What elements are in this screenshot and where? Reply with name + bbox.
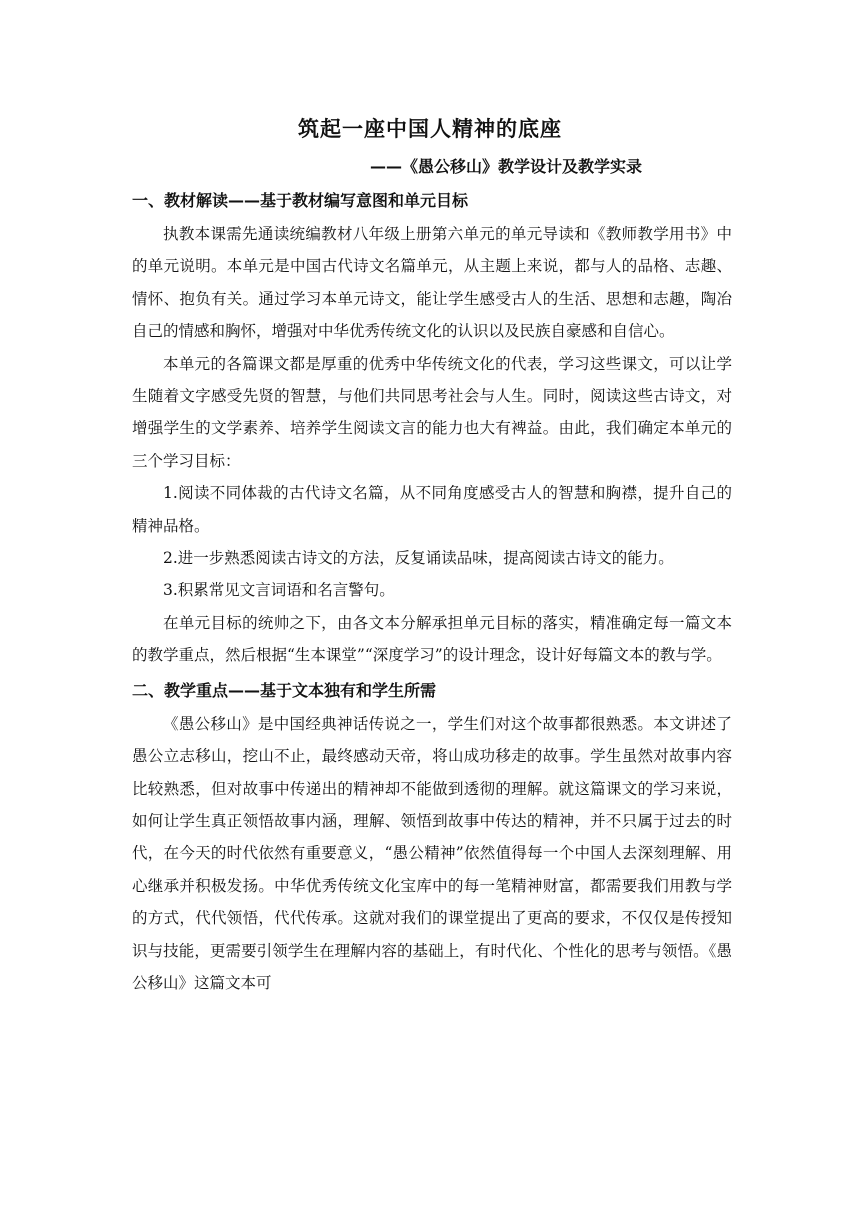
- document-title: 筑起一座中国人精神的底座: [298, 117, 562, 141]
- document-subtitle: ——《愚公移山》教学设计及教学实录: [370, 157, 643, 176]
- paragraph: 本单元的各篇课文都是厚重的优秀中华传统文化的代表，学习这些课文，可以让学生随着文字感受先贤的智慧，与他们共同思考社会与人生。同时，阅读这些古诗文，对增强学生的文学素养、培养学生阅读文言的能力也大有裨益。由此，我们确定本单元的三个学习目标：: [132, 354, 732, 470]
- paragraph: 在单元目标的统帅之下，由各文本分解承担单元目标的落实，精准确定每一篇文本的教学重点，然后根据“生本课堂”“深度学习”的设计理念，设计好每篇文本的教与学。: [132, 613, 732, 665]
- document-body: [132, 188, 732, 999]
- goal-item-3: 3.积累常见文言词语和名言警句。: [163, 581, 395, 600]
- paragraph: 《愚公移山》是中国经典神话传说之一，学生们对这个故事都很熟悉。本文讲述了愚公立志移山，挖山不止，最终感动天帝，将山成功移走的故事。学生虽然对故事内容比较熟悉，但对故事中传递出的精神却不能做到透彻的理解。就这篇课文的学习来说，如何让学生真正领悟故事内涵，理解、领悟到故事中传达的精神，并不只属于过去的时代，在今天的时代依然有重要意义，“愚公精神”依然值得每一个中国人去深刻理解、用心继承并积极发扬。中华优秀传统文化宝库中的每一笔精神财富，都需要我们用教与学的方式，代代领悟，代代传承。这就对我们的课堂提出了更高的要求，不仅仅是传授知识与技能，更需要引领学生在理解内容的基础上，有时代化、个性化的思考与领悟。《愚公移山》这篇文本可: [132, 714, 732, 992]
- paragraph: 执教本课需先通读统编教材八年级上册第六单元的单元导读和《教师教学用书》中的单元说明。本单元是中国古代诗文名篇单元，从主题上来说，都与人的品格、志趣、情怀、抱负有关。通过学习本单元诗文，能让学生感受古人的生活、思想和志趣，陶冶自己的情感和胸怀，增强对中华优秀传统文化的认识以及民族自豪感和自信心。: [132, 225, 732, 341]
- section-heading-2: 二、教学重点——基于文本独有和学生所需: [132, 680, 437, 700]
- goal-item-2: 2.进一步熟悉阅读古诗文的方法，反复诵读品味，提高阅读古诗文的能力。: [163, 549, 674, 568]
- section-heading-1: 一、教材解读——基于教材编写意图和单元目标: [132, 191, 469, 210]
- goal-item-1: 1.阅读不同体裁的古代诗文名篇，从不同角度感受古人的智慧和胸襟，提升自己的精神品格。: [132, 484, 732, 535]
